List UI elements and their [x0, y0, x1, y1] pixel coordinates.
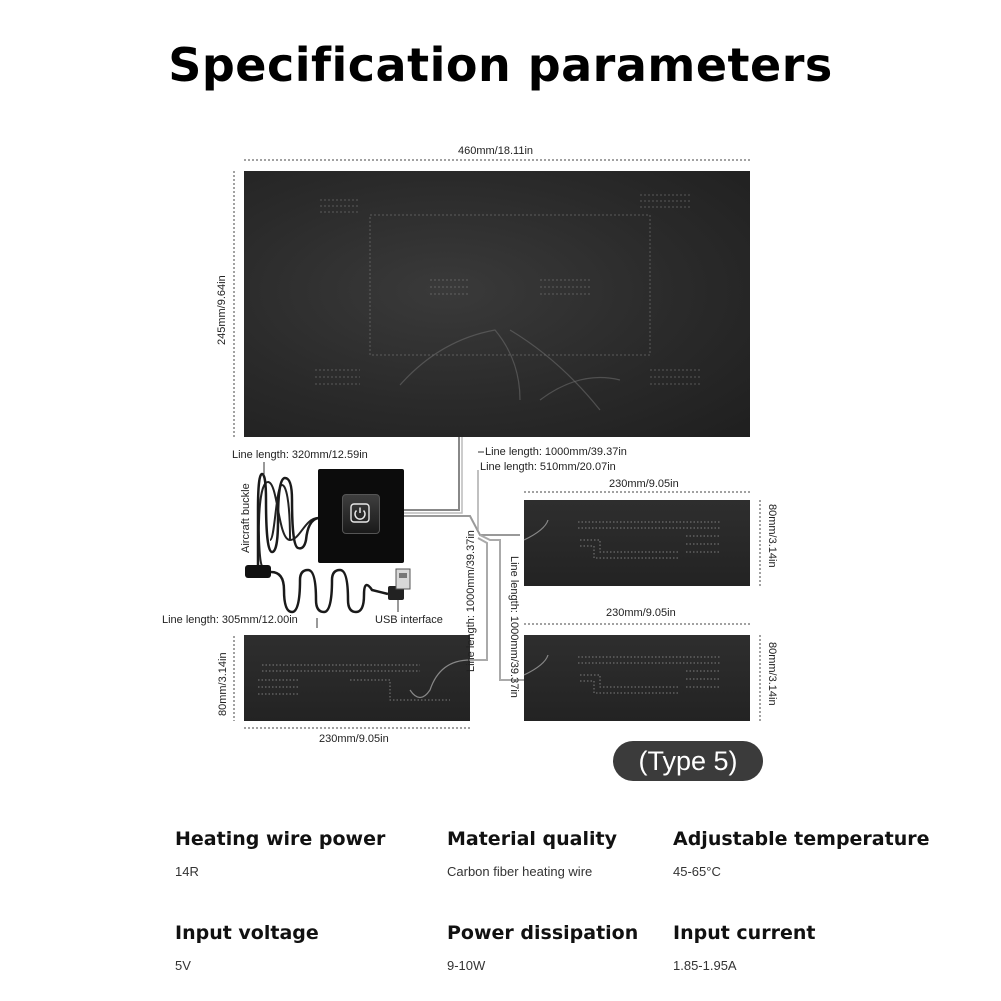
spec-label: Power dissipation [447, 922, 639, 944]
small-heating-pad-top-right [524, 500, 750, 586]
small-heating-pad-bottom-left [244, 635, 470, 721]
spec-power-dissipation [447, 922, 638, 973]
big-pad-width-label: 460mm/18.11in [458, 145, 534, 157]
spec-label: Input current [673, 922, 816, 944]
spec-input-voltage [175, 922, 319, 973]
spec-material-quality [447, 828, 617, 879]
top-right-pad-width-label: 230mm/9.05in [609, 478, 679, 490]
bottom-left-pad-width-label: 230mm/9.05in [319, 733, 389, 745]
spec-value: 5V [175, 958, 191, 973]
callout-line-1000-b: Line length: 1000mm/39.37in [465, 530, 477, 672]
large-heating-pad [244, 171, 750, 437]
power-icon [350, 503, 370, 523]
bottom-left-pad-height-label: 80mm/3.14in [217, 652, 229, 716]
spec-value: Carbon fiber heating wire [447, 864, 593, 879]
big-pad-height-label: 245mm/9.64in [216, 275, 228, 345]
callout-line-1000-c: Line length: 1000mm/39.37in [508, 556, 520, 698]
spec-input-current [673, 922, 815, 973]
spec-heating-wire-power [175, 828, 385, 879]
controller-box [318, 469, 404, 563]
power-button[interactable] [342, 494, 380, 534]
spec-value: 14R [175, 864, 199, 879]
callout-usb-interface: USB interface [375, 614, 443, 626]
buckle-icon [245, 565, 271, 578]
callout-line-1000-a: Line length: 1000mm/39.37in [485, 446, 627, 458]
bottom-right-pad-height-label: 80mm/3.14in [766, 642, 778, 706]
spec-value: 45-65°C [673, 864, 721, 879]
top-right-pad-height-label: 80mm/3.14in [766, 504, 778, 568]
spec-value: 9-10W [447, 958, 486, 973]
spec-label: Input voltage [175, 922, 319, 944]
bottom-right-pad-width-label: 230mm/9.05in [606, 607, 676, 619]
spec-label: Adjustable temperature [673, 828, 930, 850]
callout-line-320: Line length: 320mm/12.59in [232, 449, 368, 461]
spec-label: Heating wire power [175, 828, 386, 850]
type-badge: (Type 5) [613, 741, 763, 781]
spec-value: 1.85-1.95A [673, 958, 737, 973]
spec-label: Material quality [447, 828, 617, 850]
callout-line-510: Line length: 510mm/20.07in [480, 461, 616, 473]
page-title: Specification parameters [168, 38, 833, 92]
small-heating-pad-bottom-right [524, 635, 750, 721]
callout-aircraft-buckle: Aircraft buckle [240, 483, 252, 553]
callout-line-305: Line length: 305mm/12.00in [162, 614, 298, 626]
spec-adjustable-temperature [673, 828, 929, 879]
